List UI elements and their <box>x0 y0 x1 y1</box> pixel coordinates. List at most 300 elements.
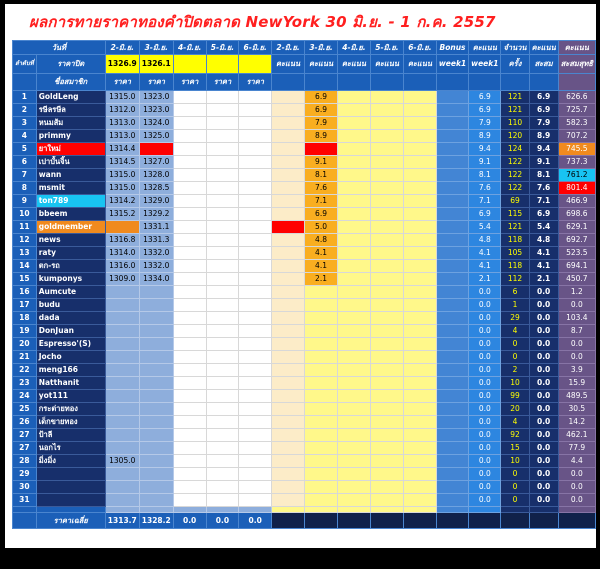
close-price <box>173 55 206 74</box>
bonus-cell <box>436 208 468 221</box>
average-label: ราคาเฉลี่ย <box>36 513 105 529</box>
cumulative-cell: 0.0 <box>558 494 595 507</box>
table-row <box>13 182 596 195</box>
score-cell <box>272 156 305 169</box>
week-score-cell: 0.0 <box>469 364 501 377</box>
table-row <box>13 156 596 169</box>
score-cell <box>403 312 436 325</box>
week-score-header: คะแนน <box>469 41 501 55</box>
score-cell <box>403 221 436 234</box>
cumulative-cell: 523.5 <box>558 247 595 260</box>
count-unit: ครั้ง <box>501 55 529 74</box>
score-cell <box>305 377 338 390</box>
price-cell: 1312.0 <box>105 104 139 117</box>
bonus-cell <box>436 299 468 312</box>
total-cell: 9.4 <box>529 143 558 156</box>
cumulative-cell: 8.7 <box>558 325 595 338</box>
score-cell <box>370 481 403 494</box>
score-cell: 4.1 <box>305 247 338 260</box>
table-row <box>13 390 596 403</box>
price-cell <box>105 390 139 403</box>
bonus-cell <box>436 91 468 104</box>
score-label: คะแนน <box>370 55 403 74</box>
count-cell: 110 <box>501 117 529 130</box>
score-cell <box>272 403 305 416</box>
no-label <box>13 74 37 91</box>
score-cell <box>305 494 338 507</box>
price-cell <box>173 455 206 468</box>
count-cell: 69 <box>501 195 529 208</box>
row-number: 4 <box>13 130 37 143</box>
cumulative-cell: 462.1 <box>558 429 595 442</box>
total-cell: 0.0 <box>529 416 558 429</box>
table-row <box>13 169 596 182</box>
total-cell: 0.0 <box>529 377 558 390</box>
price-cell <box>206 104 239 117</box>
score-cell <box>370 455 403 468</box>
total-cell: 8.9 <box>529 130 558 143</box>
score-cell: 7.9 <box>305 117 338 130</box>
week-score-cell: 0.0 <box>469 377 501 390</box>
week-score-cell: 0.0 <box>469 299 501 312</box>
count-cell: 6 <box>501 286 529 299</box>
score-cell <box>272 260 305 273</box>
price-cell <box>173 234 206 247</box>
member-name: หนมส้ม <box>36 117 105 130</box>
score-cell <box>403 260 436 273</box>
count-cell: 2 <box>501 364 529 377</box>
total-cell: 0.0 <box>529 351 558 364</box>
member-name <box>36 481 105 494</box>
score-spacer <box>370 74 403 91</box>
count-cell: 121 <box>501 104 529 117</box>
count-cell: 0 <box>501 351 529 364</box>
score-cell <box>403 273 436 286</box>
week-score-cell: 2.1 <box>469 273 501 286</box>
price-cell <box>173 143 206 156</box>
price-cell <box>139 377 173 390</box>
member-name: dada <box>36 312 105 325</box>
week-score-cell: 7.1 <box>469 195 501 208</box>
week-score-cell: 6.9 <box>469 91 501 104</box>
member-name: Jocho <box>36 351 105 364</box>
bonus-cell <box>436 182 468 195</box>
price-cell <box>239 416 272 429</box>
count-cell: 122 <box>501 182 529 195</box>
price-cell <box>239 143 272 156</box>
total-spacer <box>529 74 558 91</box>
score-cell <box>338 221 371 234</box>
price-cell <box>173 429 206 442</box>
price-cell <box>206 169 239 182</box>
cumulative-header: คะแนน <box>558 41 595 55</box>
row-number: 25 <box>13 403 37 416</box>
week-score-cell: 0.0 <box>469 455 501 468</box>
price-cell <box>105 286 139 299</box>
week-score-cell: 0.0 <box>469 351 501 364</box>
price-cell <box>239 169 272 182</box>
price-cell: 1323.0 <box>139 91 173 104</box>
score-cell <box>272 442 305 455</box>
total-cell: 6.9 <box>529 91 558 104</box>
price-cell <box>173 117 206 130</box>
bonus-cell <box>436 312 468 325</box>
row-number: 11 <box>13 221 37 234</box>
price-cell: 1314.4 <box>105 143 139 156</box>
price-cell <box>173 169 206 182</box>
count-cell: 124 <box>501 143 529 156</box>
price-cell <box>206 221 239 234</box>
row-number: 5 <box>13 143 37 156</box>
price-cell <box>173 338 206 351</box>
member-name: Natthanit <box>36 377 105 390</box>
count-cell: 105 <box>501 247 529 260</box>
table-row <box>13 338 596 351</box>
price-cell <box>239 403 272 416</box>
count-header: จำนวน <box>501 41 529 55</box>
score-date-header: 2-มิ.ย. <box>272 41 305 55</box>
table-row <box>13 494 596 507</box>
bonus-cell <box>436 403 468 416</box>
price-cell <box>239 195 272 208</box>
price-cell <box>239 351 272 364</box>
score-cell: 5.0 <box>305 221 338 234</box>
row-number: 7 <box>13 169 37 182</box>
bonus-cell <box>436 455 468 468</box>
total-cell: 0.0 <box>529 429 558 442</box>
price-cell <box>239 468 272 481</box>
member-name: yot111 <box>36 390 105 403</box>
score-cell <box>370 169 403 182</box>
member-name: DonJuan <box>36 325 105 338</box>
score-cell <box>305 442 338 455</box>
total-cell: 0.0 <box>529 299 558 312</box>
score-date-header: 3-มิ.ย. <box>305 41 338 55</box>
count-cell: 20 <box>501 403 529 416</box>
bonus-cell <box>436 169 468 182</box>
price-cell <box>173 130 206 143</box>
day-label: วันที่ <box>13 41 106 55</box>
price-cell <box>105 494 139 507</box>
price-cell <box>173 377 206 390</box>
price-cell <box>173 104 206 117</box>
order-label: ลำดับที่ <box>13 55 37 74</box>
price-cell <box>206 208 239 221</box>
score-cell <box>338 286 371 299</box>
score-cell: 4.8 <box>305 234 338 247</box>
price-cell <box>173 91 206 104</box>
total-cell: 5.4 <box>529 221 558 234</box>
row-number: 28 <box>13 455 37 468</box>
count-cell: 118 <box>501 260 529 273</box>
score-cell <box>338 169 371 182</box>
price-cell <box>139 338 173 351</box>
price-cell <box>206 494 239 507</box>
week-score-cell: 8.1 <box>469 169 501 182</box>
score-cell <box>403 169 436 182</box>
count-cell: 99 <box>501 390 529 403</box>
table-row <box>13 455 596 468</box>
close-price: 1326.1 <box>139 55 173 74</box>
price-date-header: 2-มิ.ย. <box>105 41 139 55</box>
member-name <box>36 494 105 507</box>
member-name: goldmember <box>36 221 105 234</box>
cumulative-cell: 0.0 <box>558 468 595 481</box>
cumulative-cell: 626.6 <box>558 91 595 104</box>
row-number: 3 <box>13 117 37 130</box>
footer-number <box>13 513 37 529</box>
price-cell: 1334.0 <box>139 273 173 286</box>
price-cell <box>105 299 139 312</box>
score-cell <box>272 481 305 494</box>
score-cell <box>370 338 403 351</box>
price-cell <box>206 390 239 403</box>
score-cell <box>370 208 403 221</box>
price-cell <box>139 429 173 442</box>
score-cell <box>403 455 436 468</box>
score-cell <box>272 234 305 247</box>
total-cell: 4.8 <box>529 234 558 247</box>
member-name: budu <box>36 299 105 312</box>
score-cell: 2.1 <box>305 273 338 286</box>
close-price <box>206 55 239 74</box>
member-name <box>36 468 105 481</box>
price-cell <box>239 91 272 104</box>
score-cell <box>403 247 436 260</box>
score-cell <box>370 156 403 169</box>
score-cell: 6.9 <box>305 208 338 221</box>
price-cell <box>206 403 239 416</box>
price-cell: 1314.5 <box>105 156 139 169</box>
score-cell <box>272 182 305 195</box>
bonus-spacer <box>436 74 468 91</box>
bonus-cell <box>436 286 468 299</box>
table-row <box>13 403 596 416</box>
score-cell <box>272 351 305 364</box>
bonus-cell <box>436 156 468 169</box>
score-cell: 7.6 <box>305 182 338 195</box>
row-number: 15 <box>13 273 37 286</box>
score-cell <box>272 273 305 286</box>
price-cell <box>206 351 239 364</box>
price-cell <box>173 325 206 338</box>
score-cell <box>370 494 403 507</box>
price-date-header: 4-มิ.ย. <box>173 41 206 55</box>
score-cell <box>403 377 436 390</box>
count-cell: 115 <box>501 208 529 221</box>
score-cell <box>370 234 403 247</box>
score-cell <box>272 91 305 104</box>
bonus-cell <box>436 416 468 429</box>
count-cell: 121 <box>501 91 529 104</box>
table-row <box>13 208 596 221</box>
score-cell <box>370 429 403 442</box>
total-cell: 0.0 <box>529 338 558 351</box>
week-score-cell: 4.8 <box>469 234 501 247</box>
score-cell <box>272 468 305 481</box>
score-cell <box>305 351 338 364</box>
cumulative-cell: 1.2 <box>558 286 595 299</box>
count-cell: 0 <box>501 338 529 351</box>
member-name: bbeem <box>36 208 105 221</box>
cumulative-sub: สะสมสุทธิ <box>558 55 595 74</box>
price-cell <box>173 390 206 403</box>
score-cell <box>403 286 436 299</box>
score-cell <box>338 494 371 507</box>
price-date-header: 6-มิ.ย. <box>239 41 272 55</box>
bonus-cell <box>436 221 468 234</box>
price-cell <box>105 403 139 416</box>
score-cell <box>370 416 403 429</box>
price-cell: 1327.0 <box>139 156 173 169</box>
score-cell <box>338 416 371 429</box>
score-cell <box>272 325 305 338</box>
price-cell <box>239 442 272 455</box>
member-name: Aumcute <box>36 286 105 299</box>
bonus-cell <box>436 260 468 273</box>
week-score-cell: 0.0 <box>469 442 501 455</box>
score-cell <box>338 390 371 403</box>
price-cell <box>239 104 272 117</box>
total-cell: 4.1 <box>529 260 558 273</box>
member-name: มิ่งมิ่ง <box>36 455 105 468</box>
score-cell <box>338 91 371 104</box>
close-label: ราคาปิด <box>36 55 105 74</box>
price-cell <box>173 364 206 377</box>
price-cell <box>173 416 206 429</box>
score-cell <box>338 299 371 312</box>
price-cell <box>139 351 173 364</box>
price-cell: 1331.1 <box>139 221 173 234</box>
price-date-header: 3-มิ.ย. <box>139 41 173 55</box>
score-cell <box>403 117 436 130</box>
row-number: 18 <box>13 312 37 325</box>
table-row <box>13 312 596 325</box>
table-row <box>13 273 596 286</box>
total-cell: 7.6 <box>529 182 558 195</box>
score-spacer <box>305 74 338 91</box>
score-cell <box>272 117 305 130</box>
price-cell: 1332.0 <box>139 247 173 260</box>
score-cell <box>403 182 436 195</box>
score-cell <box>403 234 436 247</box>
price-label: ราคา <box>239 74 272 91</box>
score-label: คะแนน <box>403 55 436 74</box>
price-cell: 1325.5 <box>139 143 173 156</box>
score-cell <box>338 338 371 351</box>
count-cell: 121 <box>501 221 529 234</box>
score-cell <box>403 403 436 416</box>
price-cell: 1316.0 <box>105 260 139 273</box>
row-number: 21 <box>13 351 37 364</box>
price-cell <box>173 182 206 195</box>
total-sub: สะสม <box>529 55 558 74</box>
score-cell: 8.1 <box>305 169 338 182</box>
count-cell: 0 <box>501 481 529 494</box>
week-score-cell: 5.4 <box>469 221 501 234</box>
row-number: 19 <box>13 325 37 338</box>
score-spacer <box>272 74 305 91</box>
cum-spacer <box>558 74 595 91</box>
bonus-cell <box>436 234 468 247</box>
count-cell: 1 <box>501 299 529 312</box>
price-cell: 1323.0 <box>139 104 173 117</box>
week-score-cell: 0.0 <box>469 429 501 442</box>
price-cell <box>105 429 139 442</box>
score-cell <box>272 338 305 351</box>
price-cell <box>206 182 239 195</box>
price-label: ราคา <box>139 74 173 91</box>
score-cell <box>305 390 338 403</box>
score-cell <box>370 260 403 273</box>
score-cell <box>403 364 436 377</box>
score-cell <box>403 390 436 403</box>
price-cell <box>239 221 272 234</box>
total-cell: 0.0 <box>529 390 558 403</box>
cumulative-cell: 801.4 <box>558 182 595 195</box>
row-number: 24 <box>13 390 37 403</box>
price-cell <box>173 195 206 208</box>
week-score-cell: 0.0 <box>469 286 501 299</box>
cumulative-cell: 0.0 <box>558 481 595 494</box>
week-score-cell: 0.0 <box>469 325 501 338</box>
week-score-cell: 0.0 <box>469 390 501 403</box>
score-cell <box>403 442 436 455</box>
score-cell <box>370 377 403 390</box>
price-cell <box>239 299 272 312</box>
member-name: news <box>36 234 105 247</box>
bonus-cell <box>436 117 468 130</box>
price-cell <box>206 416 239 429</box>
report-frame <box>5 4 596 548</box>
cumulative-cell: 4.4 <box>558 455 595 468</box>
price-cell <box>206 377 239 390</box>
table-row <box>13 416 596 429</box>
score-label: คะแนน <box>338 55 371 74</box>
score-cell <box>370 364 403 377</box>
cumulative-cell: 698.6 <box>558 208 595 221</box>
footer-spacer <box>305 513 338 529</box>
price-cell: 1325.0 <box>139 130 173 143</box>
price-cell <box>239 429 272 442</box>
bonus-cell <box>436 377 468 390</box>
score-cell <box>338 442 371 455</box>
score-cell <box>370 286 403 299</box>
row-number: 1 <box>13 91 37 104</box>
table-row <box>13 351 596 364</box>
score-cell <box>403 130 436 143</box>
score-cell <box>370 195 403 208</box>
score-cell <box>338 364 371 377</box>
total-cell: 0.0 <box>529 494 558 507</box>
bonus-cell <box>436 481 468 494</box>
score-cell <box>272 143 305 156</box>
score-cell <box>403 338 436 351</box>
member-name: เด็กขายทอง <box>36 416 105 429</box>
price-cell <box>206 234 239 247</box>
score-cell <box>338 234 371 247</box>
price-date-header: 5-มิ.ย. <box>206 41 239 55</box>
score-cell: 4.1 <box>305 260 338 273</box>
footer-spacer <box>370 513 403 529</box>
bonus-week: week1 <box>436 55 468 74</box>
score-cell <box>403 299 436 312</box>
price-cell <box>173 286 206 299</box>
score-cell <box>272 208 305 221</box>
score-cell <box>272 247 305 260</box>
row-number: 26 <box>13 416 37 429</box>
price-cell <box>139 325 173 338</box>
